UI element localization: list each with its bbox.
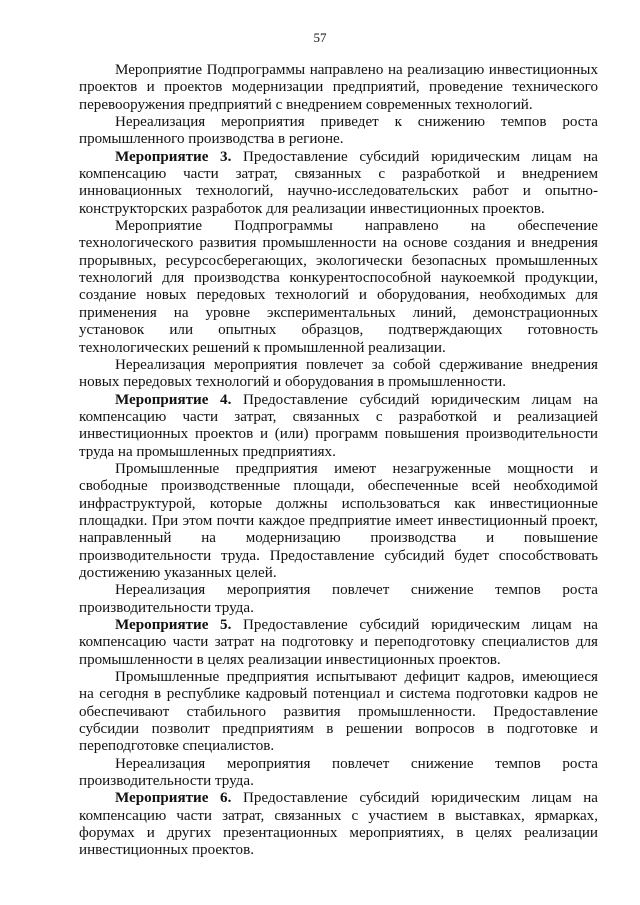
paragraph-text: Нереализация мероприятия повлечет снижение темпов роста производительности труда. xyxy=(79,582,598,616)
paragraph xyxy=(79,790,598,859)
page-number: 57 xyxy=(313,30,327,45)
paragraph xyxy=(79,756,598,791)
paragraph xyxy=(79,669,598,756)
paragraph xyxy=(79,461,598,582)
paragraph-text: Предоставление субсидий юридическим лицам на компенсацию части затрат на подготовку и переподготовку специалистов для промышленности в целях реализации инвестиционных проектов. xyxy=(79,617,599,668)
paragraph xyxy=(79,218,598,357)
paragraph-text: Предоставление субсидий юридическим лицам на компенсацию части затрат, связанных с участием в выставках, ярмарках, форумах и других презентационных мероприятиях, в целях реализации инвестиционных проектов. xyxy=(79,790,599,859)
paragraph-lead: Мероприятие 5. xyxy=(115,617,232,633)
paragraph xyxy=(79,62,598,114)
paragraph xyxy=(79,617,598,669)
paragraph-text: Нереализация мероприятия повлечет за собой сдерживание внедрения новых передовых технологий и оборудования в промышленности. xyxy=(79,356,598,391)
paragraph xyxy=(79,357,598,392)
paragraph-text: Промышленные предприятия испытывают дефицит кадров, имеющиеся на сегодня в республике кадровый потенциал и система подготовки кадров не обеспечивают стабильного развития промышленности. Предоставление субсидии позволит предприятиям в решении вопросов в подготовке и переподготовке специалистов. xyxy=(79,669,598,755)
paragraph xyxy=(79,392,598,461)
paragraph xyxy=(79,114,598,149)
paragraph-lead: Мероприятие 3. xyxy=(115,148,232,165)
paragraph-text: Нереализация мероприятия приведет к снижению темпов роста промышленного производства в регионе. xyxy=(79,114,598,148)
paragraph-text: Предоставление субсидий юридическим лицам на компенсацию части затрат, связанных с разработкой и реализацией инвестиционных проектов и (или) программ повышения производительности труда на промышленных предприятиях. xyxy=(79,391,599,460)
paragraph xyxy=(79,582,598,617)
paragraph-lead: Мероприятие 6. xyxy=(115,790,232,807)
paragraph xyxy=(79,149,598,218)
paragraph-text: Промышленные предприятия имеют незагруженные мощности и свободные производственные площади, обеспеченные всей необходимой инфраструктурой, которые должны использоваться как инвестиционные площадки. При этом почти каждое предприятие имеет инвестиционный проект, направленный на модернизацию производства и повышение производительности труда. Предоставление субсидий будет способствовать достижению указанных целей. xyxy=(79,460,598,581)
paragraph-text: Мероприятие Подпрограммы направлено на обеспечение технологического развития промышленности на основе создания и внедрения прорывных, ресурсосберегающих, экологически безопасных промышленных технологий для производства конкурентоспособной наукоемкой продукции, создание новых передовых технологий и оборудования, необходимых для применения на уровне экспериментальных линий, демонстрационных установок или опытных образцов, подтверждающих готовность технологических решений к промышленной реализации. xyxy=(79,218,598,356)
body-text xyxy=(79,62,598,860)
paragraph-text: Мероприятие Подпрограммы направлено на реализацию инвестиционных проектов и проектов модернизации предприятий, проведение технического перевооружения предприятий с внедрением современных технологий. xyxy=(79,62,598,113)
paragraph-lead: Мероприятие 4. xyxy=(115,391,232,408)
paragraph-text: Предоставление субсидий юридическим лицам на компенсацию части затрат, связанных с разработкой и внедрением инновационных технологий, научно-исследовательских работ и опытно-конструкторских разработок для реализации инвестиционных проектов. xyxy=(79,148,599,217)
paragraph-text: Нереализация мероприятия повлечет снижение темпов роста производительности труда. xyxy=(79,755,598,790)
